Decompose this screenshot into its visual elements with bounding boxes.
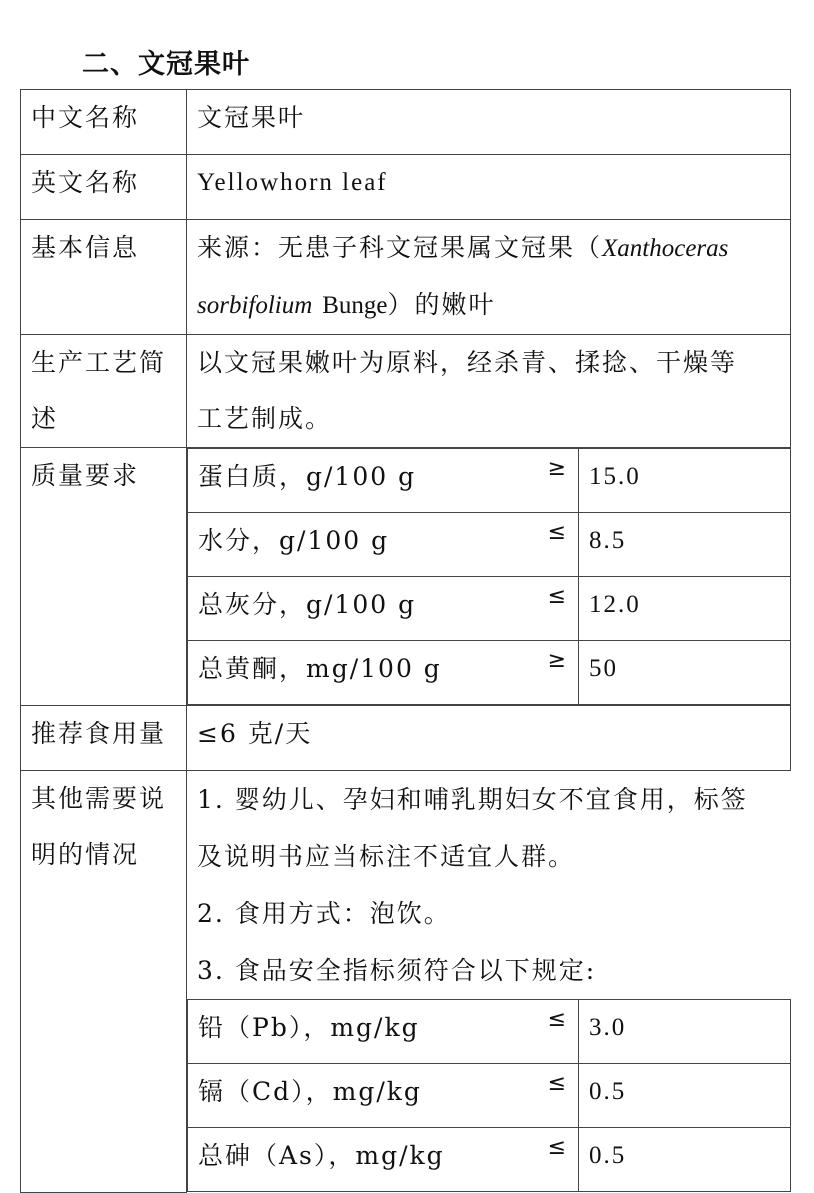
table-row: [188, 577, 791, 641]
row-basic-info: [21, 220, 791, 335]
quality-value: 50: [579, 641, 791, 705]
spec-table: [20, 89, 791, 1193]
section-heading: 二、文冠果叶: [82, 49, 250, 80]
notes-block: [187, 771, 791, 999]
row-process: [21, 335, 791, 448]
row-label: 质量要求: [21, 448, 187, 706]
comparison-symbol: ≥: [547, 648, 568, 673]
row-other: [21, 771, 791, 1193]
source-prefix: 来源：无患子科文冠果属文冠果（: [197, 233, 603, 262]
row-quality: [21, 448, 791, 706]
quality-cell: [187, 448, 791, 706]
note-line: 及说明书应当标注不适宜人群。: [197, 842, 576, 871]
label-line: 述: [31, 404, 59, 433]
safety-item: 镉（Cd），mg/kg ≤: [188, 1064, 579, 1128]
row-label: 中文名称: [21, 90, 187, 155]
comparison-symbol: ≤: [547, 1071, 568, 1096]
row-intake: [21, 706, 791, 771]
author-name: Bunge: [322, 292, 388, 319]
table-row: [188, 513, 791, 577]
comparison-symbol: ≤: [547, 1007, 568, 1032]
basic-info-value: [187, 220, 791, 335]
label-line: 明的情况: [31, 840, 140, 869]
table-row: [188, 1064, 791, 1128]
process-line: 以文冠果嫩叶为原料，经杀青、揉捻、干燥等: [197, 348, 738, 377]
process-line: 工艺制成。: [197, 404, 333, 433]
quality-value: 12.0: [579, 577, 791, 641]
row-label: 英文名称: [21, 155, 187, 220]
species-name: sorbifolium: [197, 292, 313, 319]
note-line: 3. 食品安全指标须符合以下规定:: [197, 956, 597, 985]
quality-value: 8.5: [579, 513, 791, 577]
quality-item: 水分，g/100 g ≤: [188, 513, 579, 577]
note-line: 2. 食用方式：泡饮。: [197, 899, 451, 928]
source-suffix: ）的嫩叶: [387, 290, 496, 319]
table-row: [188, 1000, 791, 1064]
safety-value: 3.0: [579, 1000, 791, 1064]
label-line: 生产工艺简: [31, 348, 167, 377]
quality-item: 总黄酮，mg/100 g ≥: [188, 641, 579, 705]
table-row: [188, 449, 791, 513]
comparison-symbol: ≤: [547, 1135, 568, 1160]
comparison-symbol: ≤: [547, 520, 568, 545]
row-english-name: [21, 155, 791, 220]
table-row: [188, 641, 791, 705]
safety-item: 铅（Pb），mg/kg ≤: [188, 1000, 579, 1064]
row-label: 基本信息: [21, 220, 187, 335]
intake-value: ≤6 克/天: [187, 706, 791, 771]
comparison-symbol: ≤: [547, 584, 568, 609]
safety-item: 总砷（As），mg/kg ≤: [188, 1128, 579, 1192]
quality-value: 15.0: [579, 449, 791, 513]
row-chinese-name: [21, 90, 791, 155]
genus-name: Xanthoceras: [602, 235, 729, 262]
note-line: 1. 婴幼儿、孕妇和哺乳期妇女不宜食用，标签: [197, 785, 748, 814]
safety-table: [187, 999, 791, 1192]
label-line: 其他需要说: [31, 784, 167, 813]
comparison-symbol: ≥: [547, 456, 568, 481]
other-cell: [187, 771, 791, 1193]
safety-value: 0.5: [579, 1128, 791, 1192]
english-name-value: Yellowhorn leaf: [187, 155, 791, 220]
quality-table: [187, 448, 791, 705]
table-row: [188, 1128, 791, 1192]
row-label: 推荐食用量: [21, 706, 187, 771]
chinese-name-value: 文冠果叶: [187, 90, 791, 155]
process-value: [187, 335, 791, 448]
row-label: [21, 771, 187, 1193]
safety-value: 0.5: [579, 1064, 791, 1128]
quality-item: 总灰分，g/100 g ≤: [188, 577, 579, 641]
row-label: [21, 335, 187, 448]
quality-item: 蛋白质，g/100 g ≥: [188, 449, 579, 513]
